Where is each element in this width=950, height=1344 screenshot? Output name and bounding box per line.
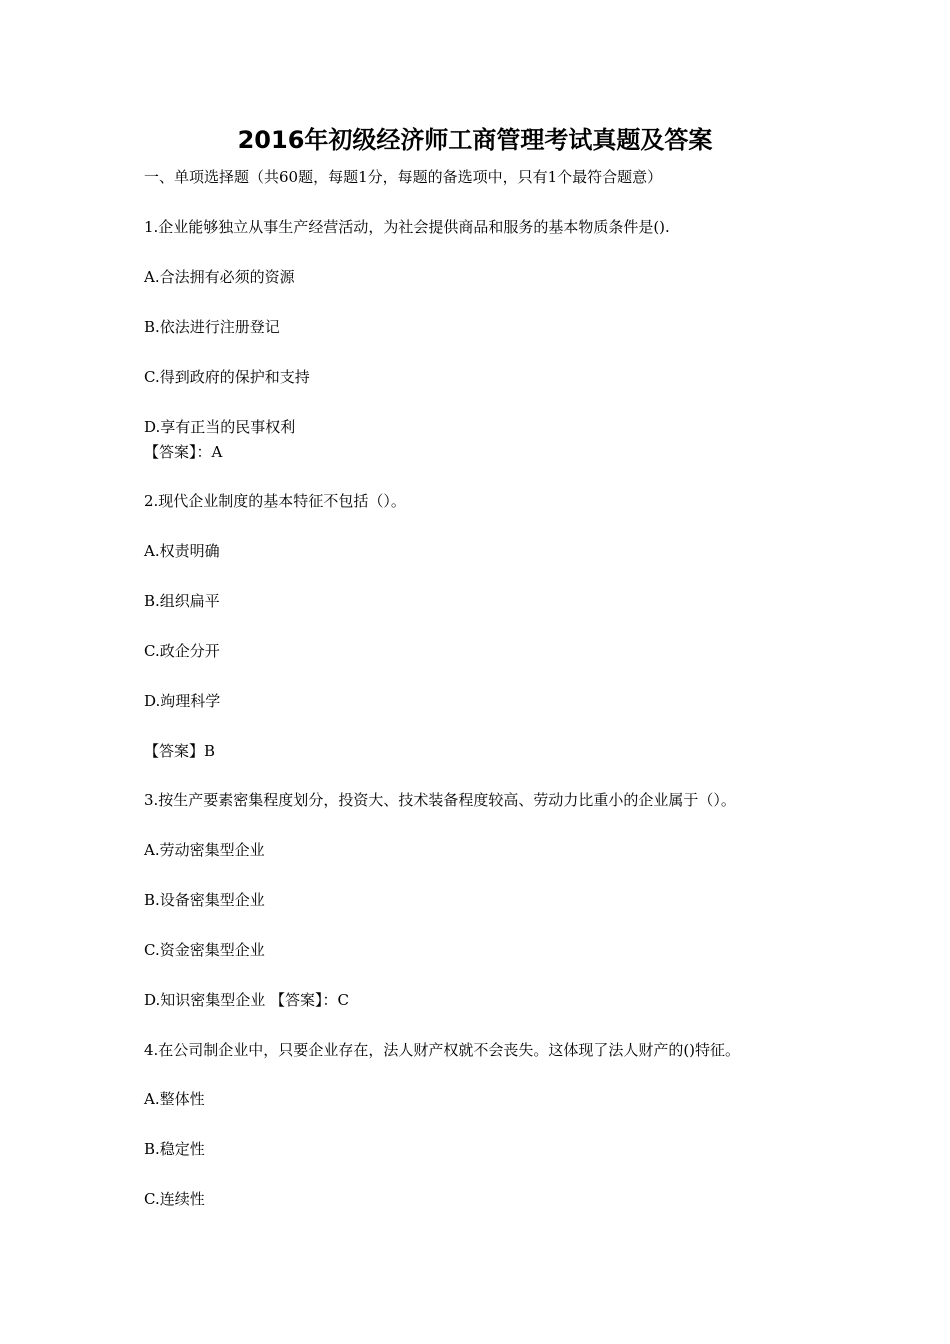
question-2-stem: 2.现代企业制度的基本特征不包括（）。 [144,492,406,510]
question-2-answer: 【答案】B [144,742,216,760]
question-1-stem: 1.企业能够独立从事生产经营活动，为社会提供商品和服务的基本物质条件是(). [144,218,670,236]
question-1-answer: 【答案】：A [144,443,223,461]
question-1-option-b: B.依法进行注册登记 [144,318,280,336]
question-3-option-c: C.资金密集型企业 [144,941,265,959]
question-4-option-c: C.连续性 [144,1190,205,1208]
question-3-option-d: D.知识密集型企业 【答案】：C [144,991,350,1009]
question-4-option-b: B.稳定性 [144,1140,205,1158]
question-4-option-a: A.整体性 [144,1090,205,1108]
question-1-option-d: D.享有正当的民事权利 [144,418,296,436]
question-3-option-a: A.劳动密集型企业 [144,841,265,859]
question-3-option-b: B.设备密集型企业 [144,891,265,909]
question-2-option-a: A.权责明确 [144,542,220,560]
question-1-option-a: A.合法拥有必须的资源 [144,268,295,286]
question-2-option-c: C.政企分开 [144,642,220,660]
question-2-option-d: D.竘理科学 [144,692,221,710]
document-title: 2016年初级经济师工商管理考试真题及答案 [237,126,713,154]
question-4-stem: 4.在公司制企业中，只要企业存在，法人财产权就不会丧失。这体现了法人财产的()特征。 [144,1041,741,1059]
section-heading: 一、单项选择题（共60题，每题1分，每题的备选项中，只有1个最符合题意） [144,168,663,186]
question-3-stem: 3.按生产要素密集程度划分，投资大、技术装备程度较高、劳动力比重小的企业属于（）。 [144,791,736,809]
question-2-option-b: B.组织扁平 [144,592,220,610]
question-1-option-c: C.得到政府的保护和支持 [144,368,310,386]
